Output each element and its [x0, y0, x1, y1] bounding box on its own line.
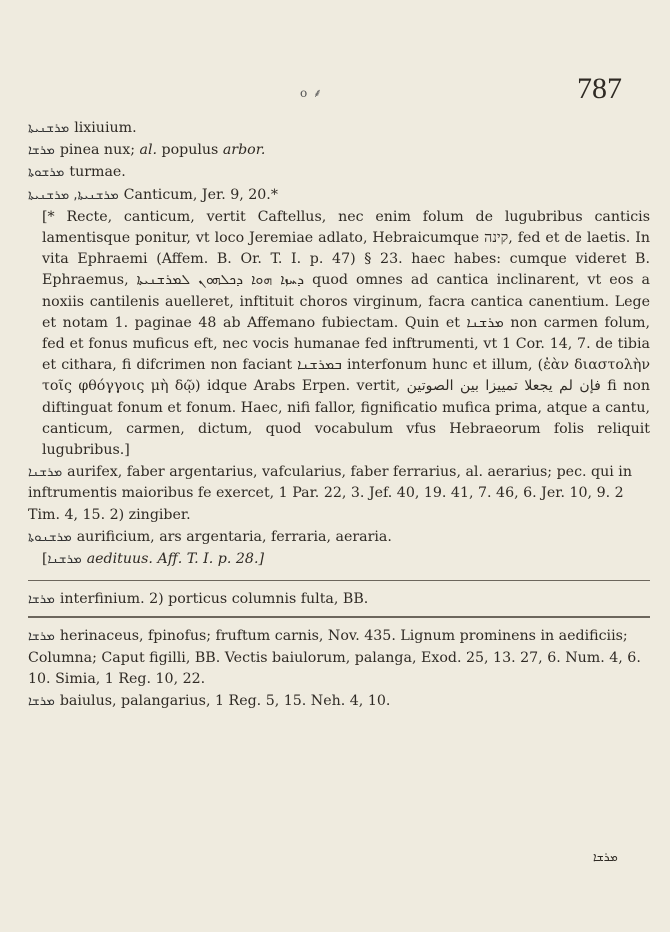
entry-turmae	[28, 162, 650, 183]
syriac-headword: ܡܪܫܢܘܬܐ	[28, 529, 72, 545]
definition-italic: arbor.	[222, 142, 266, 159]
page-number: 787	[577, 72, 622, 105]
dictionary-body	[28, 118, 650, 713]
entry-aurifex	[28, 462, 650, 526]
syriac-headword: ܡܪܫܐ	[28, 629, 55, 645]
entry-herinaceus	[28, 626, 650, 690]
syriac-headword: ܡܪܫܐ	[28, 694, 55, 710]
definition: aurifex, faber argentarius, vafcularius, faber ferrarius, al. aerarius; pec. qui in inftrumentis maioribus fe exercet, 1 Par. 22, 3. Jef. 40, 19. 41, 7. 46, 6. Jer. 10, 9. 2 Tim. 4, 15. 2) zingiber.	[28, 464, 632, 523]
definition-italic: al.	[139, 142, 158, 159]
divider	[28, 580, 650, 581]
definition: aurificium, ars argentaria, ferraria, aeraria.	[76, 528, 392, 545]
entry-aedituus: [ܡܪܫܢܐ aedituus. Aff. T. I. p. 28.]	[42, 551, 264, 568]
definition: aedituus. Aff. T. I. p. 28.]	[86, 551, 264, 568]
entry-aurificium	[28, 527, 650, 548]
definition: herinaceus, fpinofus; fruftum carnis, Nov. 435. Lignum prominens in aedificiis; Columna; Caput figilli, BB. Vectis baiulorum, palanga, Exod. 25, 13. 27, 6. Num. 4, 6. 10. Simia, 1 Reg. 10, 22.	[28, 628, 641, 687]
definition: turmae.	[69, 164, 126, 181]
definition: baiulus, palangarius, 1 Reg. 5, 15. Neh. 4, 10.	[59, 693, 391, 710]
syriac-headword: ܡܪܫܢܝܬܐ, ܡܪܫܢܝܬܐ	[28, 187, 119, 203]
entry-baiulus	[28, 691, 650, 712]
catchword: ܡܪܫܐ	[593, 850, 618, 864]
syriac-headword: ܡܪܫܢܐ	[28, 465, 63, 481]
syriac-headword: ܡܪܫܐ	[28, 143, 55, 159]
entry-pinea-nux	[28, 140, 650, 161]
note-canticum: [* Recte, canticum, vertit Caftellus, nec enim folum de lugubribus canticis lamentisque ponitur, vt loco Jeremiae adlato, Hebraicumque קינה, fed et de laetis. In vita Ephraemi (Affem. B. Or. T. I. p. 47) § 23. haec habes: cumque videret B. Ephraemus, ܕܚܙܐ ܗܘܐ ܕܟܠܗܘܢ ܠܡܪܫܢܝܬܐ quod omnes ad cantica inclinarent, vt eos a noxiis cantilenis auelleret, inftituit choros virginum, facra cantica canentium. Lege et notam 1. paginae 48 ab Affemano fubiectam. Quin et ܡܪܫܢܐ non carmen folum, fed et fonus muficus eft, nec vocis humanae fed inftrumenti, vt 1 Cor. 14, 7. de tibia et cithara, fi difcrimen non faciant ܒܡܪܫܢܐ interfonum hunc et illum, (ἐὰν διαστολὴν τοῖς φθόγγοις μὴ δῷ) idque Arabs Erpen. vertit, فإن لم يجعلا تمييزا بين الصوتين fi non diftinguat fonum et fonum. Haec, nifi fallor, fignificatio mufica prima, atque a cantu, canticum, carmen, dictum, quod vocabulum vfus Hebraeorum folis reliquit lugubribus.]	[42, 208, 651, 459]
divider	[28, 616, 650, 618]
syriac-headword: ܡܪܫܐ	[28, 592, 55, 608]
signature-mark: o ⸙	[300, 86, 324, 100]
definition: populus	[157, 142, 223, 159]
entry-canticum	[28, 185, 650, 206]
syriac-headword: ܡܪܫܢܐ	[47, 552, 82, 568]
entry-lixiuium	[28, 118, 650, 139]
definition: lixiuium.	[74, 120, 137, 136]
syriac-headword: ܡܪܫܢܝܬܐ	[28, 121, 70, 136]
syriac-headword: ܡܪܫܘܬܐ	[28, 165, 65, 181]
definition: pinea nux;	[59, 142, 140, 159]
definition: Canticum, Jer. 9, 20.*	[123, 186, 278, 203]
definition: interfinium. 2) porticus columnis fulta, BB.	[59, 591, 369, 608]
entry-interfinium	[28, 589, 650, 610]
